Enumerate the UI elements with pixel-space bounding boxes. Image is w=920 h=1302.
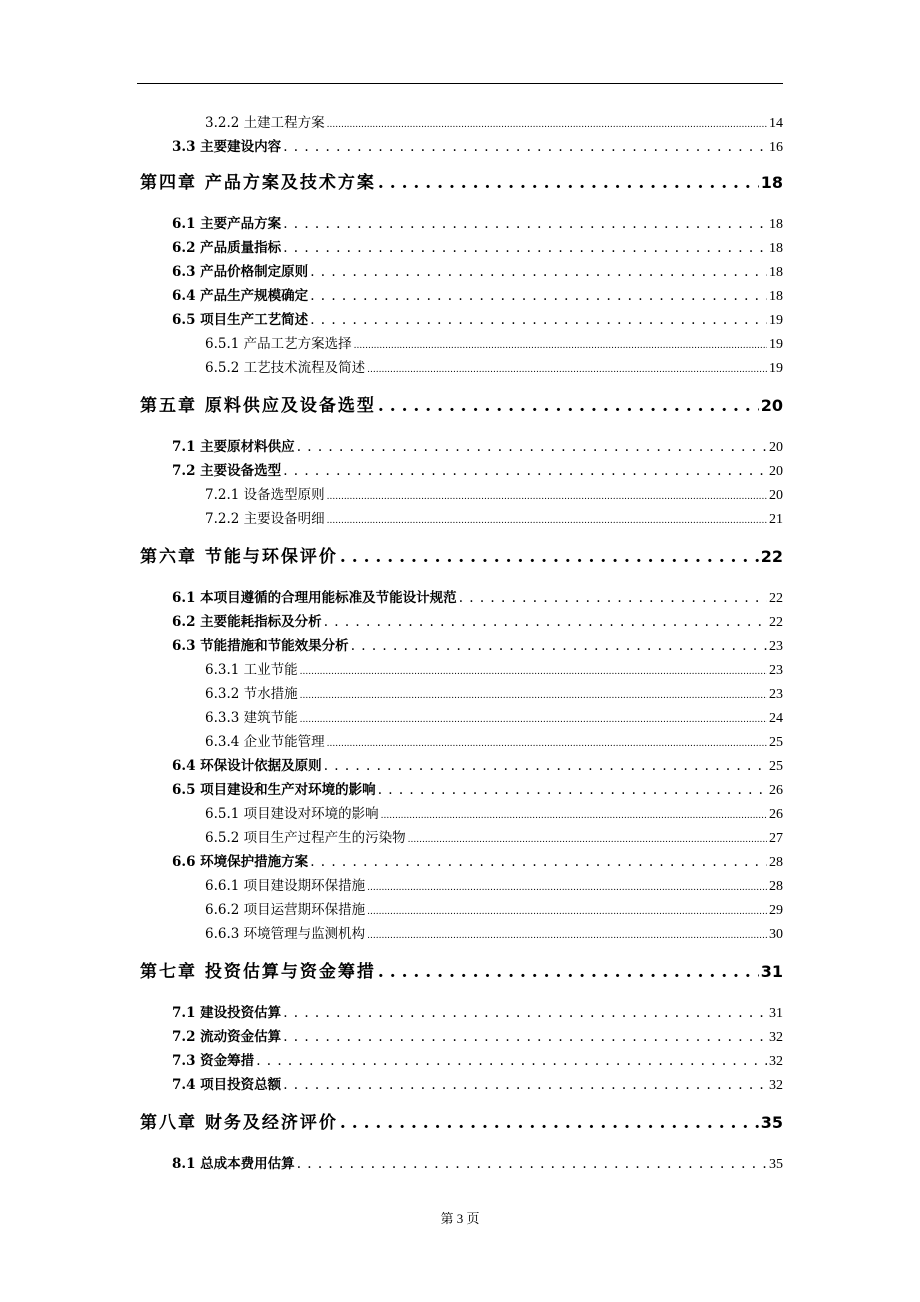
dot-leader [340, 1115, 759, 1132]
toc-entry-page-number: 24 [769, 711, 783, 726]
toc-section-row[interactable] [172, 465, 783, 479]
dot-leader [459, 592, 767, 606]
toc-entry-title: 第五章 原料供应及设备选型 [140, 396, 376, 416]
dot-leader [256, 1055, 767, 1069]
toc-entry-page-number: 16 [769, 140, 783, 155]
toc-entry-page-number: 19 [769, 313, 783, 328]
dot-leader [310, 290, 767, 304]
toc-entry-page-number: 14 [769, 116, 783, 131]
toc-section-row[interactable] [172, 141, 783, 155]
toc-entry-page-number: 32 [769, 1054, 783, 1069]
dot-leader [300, 688, 767, 702]
dot-leader [327, 513, 767, 527]
toc-entry-title: 6.3.3 建筑节能 [205, 710, 298, 726]
toc-entry-page-number: 25 [769, 759, 783, 774]
toc-entry-page-number: 20 [769, 440, 783, 455]
toc-section-row[interactable] [172, 592, 783, 606]
toc-entry-page-number: 19 [769, 361, 783, 376]
toc-entry-page-number: 22 [760, 547, 783, 566]
toc-entry-page-number: 29 [769, 903, 783, 918]
toc-entry-title: 7.2 主要设备选型 [172, 463, 282, 479]
toc-subsection-row[interactable] [205, 736, 783, 750]
dot-leader [283, 218, 767, 232]
toc-entry-page-number: 18 [760, 173, 783, 192]
toc-entry-page-number: 25 [769, 735, 783, 750]
toc-entry-page-number: 26 [769, 783, 783, 798]
dot-leader [381, 808, 767, 822]
toc-entry-page-number: 21 [769, 512, 783, 527]
toc-entry-page-number: 32 [769, 1030, 783, 1045]
toc-entry-title: 6.5 项目生产工艺简述 [172, 312, 309, 328]
toc-entry-title: 6.4 产品生产规模确定 [172, 288, 309, 304]
toc-subsection-row[interactable] [205, 904, 783, 918]
toc-entry-title: 第七章 投资估算与资金筹措 [140, 962, 376, 982]
toc-entry-title: 3.3 主要建设内容 [172, 139, 282, 155]
toc-entry-title: 7.3 资金筹措 [172, 1053, 255, 1069]
dot-leader [283, 1031, 767, 1045]
toc-chapter-row[interactable] [140, 549, 783, 566]
dot-leader [327, 489, 767, 503]
toc-subsection-row[interactable] [205, 880, 783, 894]
toc-entry-page-number: 18 [769, 217, 783, 232]
toc-entry-page-number: 18 [769, 241, 783, 256]
toc-section-row[interactable] [172, 314, 783, 328]
toc-entry-page-number: 20 [760, 396, 783, 415]
toc-entry-page-number: 31 [769, 1006, 783, 1021]
toc-chapter-row[interactable] [140, 175, 783, 192]
dot-leader [340, 549, 759, 566]
toc-section-row[interactable] [172, 1007, 783, 1021]
toc-section-row[interactable] [172, 266, 783, 280]
toc-section-row[interactable] [172, 218, 783, 232]
dot-leader [367, 880, 767, 894]
dot-leader [367, 928, 767, 942]
toc-subsection-row[interactable] [205, 808, 783, 822]
toc-entry-title: 7.4 项目投资总额 [172, 1077, 282, 1093]
toc-entry-title: 6.3 产品价格制定原则 [172, 264, 309, 280]
toc-section-row[interactable] [172, 1055, 783, 1069]
toc-entry-title: 第八章 财务及经济评价 [140, 1113, 338, 1133]
toc-entry-page-number: 23 [769, 687, 783, 702]
toc-entry-title: 6.5 项目建设和生产对环境的影响 [172, 782, 376, 798]
toc-section-row[interactable] [172, 616, 783, 630]
toc-section-row[interactable] [172, 784, 783, 798]
toc-subsection-row[interactable] [205, 688, 783, 702]
dot-leader [367, 904, 767, 918]
dot-leader [378, 398, 759, 415]
dot-leader [327, 736, 767, 750]
toc-section-row[interactable] [172, 242, 783, 256]
dot-leader [324, 616, 767, 630]
toc-entry-title: 8.1 总成本费用估算 [172, 1156, 295, 1172]
toc-entry-title: 第四章 产品方案及技术方案 [140, 173, 376, 193]
toc-entry-page-number: 31 [760, 962, 783, 981]
toc-entry-title: 6.2 产品质量指标 [172, 240, 282, 256]
toc-entry-page-number: 35 [760, 1113, 783, 1132]
toc-entry-page-number: 20 [769, 464, 783, 479]
dot-leader [327, 117, 767, 131]
toc-entry-title: 6.3.4 企业节能管理 [205, 734, 325, 750]
toc-chapter-row[interactable] [140, 964, 783, 981]
toc-entry-page-number: 30 [769, 927, 783, 942]
dot-leader [378, 784, 767, 798]
toc-entry-title: 7.1 主要原材料供应 [172, 439, 295, 455]
toc-subsection-row[interactable] [205, 928, 783, 942]
toc-entry-title: 6.3 节能措施和节能效果分析 [172, 638, 349, 654]
toc-entry-title: 6.3.1 工业节能 [205, 662, 298, 678]
dot-leader [297, 441, 767, 455]
toc-entry-page-number: 20 [769, 488, 783, 503]
toc-entry-title: 7.2.1 设备选型原则 [205, 487, 325, 503]
toc-subsection-row[interactable] [205, 832, 783, 846]
toc-entry-page-number: 23 [769, 639, 783, 654]
dot-leader [297, 1158, 767, 1172]
toc-section-row[interactable] [172, 290, 783, 304]
toc-section-row[interactable] [172, 1079, 783, 1093]
toc-entry-title: 6.5.1 项目建设对环境的影响 [205, 806, 379, 822]
toc-entry-title: 第六章 节能与环保评价 [140, 547, 338, 567]
toc-entry-title: 6.5.1 产品工艺方案选择 [205, 336, 352, 352]
toc-subsection-row[interactable] [205, 338, 783, 352]
toc-subsection-row[interactable] [205, 362, 783, 376]
toc-entry-page-number: 19 [769, 337, 783, 352]
toc-entry-page-number: 22 [769, 591, 783, 606]
toc-entry-title: 6.1 本项目遵循的合理用能标准及节能设计规范 [172, 590, 457, 606]
toc-entry-title: 6.5.2 项目生产过程产生的污染物 [205, 830, 406, 846]
toc-entry-title: 6.6.1 项目建设期环保措施 [205, 878, 366, 894]
toc-entry-title: 6.2 主要能耗指标及分析 [172, 614, 322, 630]
toc-subsection-row[interactable] [205, 489, 783, 503]
toc-section-row[interactable] [172, 441, 783, 455]
dot-leader [367, 362, 767, 376]
dot-leader [351, 640, 767, 654]
toc-entry-page-number: 23 [769, 663, 783, 678]
dot-leader [283, 1079, 767, 1093]
toc-entry-page-number: 26 [769, 807, 783, 822]
toc-section-row[interactable] [172, 1158, 783, 1172]
toc-section-row[interactable] [172, 640, 783, 654]
page-number-footer: 第 3 页 [440, 1211, 480, 1226]
toc-subsection-row[interactable] [205, 664, 783, 678]
dot-leader [310, 314, 767, 328]
toc-entry-page-number: 18 [769, 289, 783, 304]
toc-entry-page-number: 28 [769, 855, 783, 870]
dot-leader [283, 242, 767, 256]
dot-leader [408, 832, 767, 846]
toc-entry-page-number: 22 [769, 615, 783, 630]
toc-entry-page-number: 18 [769, 265, 783, 280]
dot-leader [354, 338, 767, 352]
toc-entry-title: 6.4 环保设计依据及原则 [172, 758, 322, 774]
toc-entry-title: 7.1 建设投资估算 [172, 1005, 282, 1021]
dot-leader [283, 1007, 767, 1021]
dot-leader [310, 856, 767, 870]
dot-leader [283, 141, 767, 155]
toc-subsection-row[interactable] [205, 513, 783, 527]
toc-entry-title: 6.6.2 项目运营期环保措施 [205, 902, 366, 918]
toc-chapter-row[interactable] [140, 1115, 783, 1132]
dot-leader [378, 964, 759, 981]
dot-leader [310, 266, 767, 280]
toc-entry-title: 6.3.2 节水措施 [205, 686, 298, 702]
toc-subsection-row[interactable] [205, 712, 783, 726]
toc-entry-title: 6.6.3 环境管理与监测机构 [205, 926, 366, 942]
toc-subsection-row[interactable] [205, 117, 783, 131]
toc-section-row[interactable] [172, 1031, 783, 1045]
toc-entry-title: 6.5.2 工艺技术流程及简述 [205, 360, 366, 376]
dot-leader [324, 760, 767, 774]
toc-entry-page-number: 28 [769, 879, 783, 894]
toc-entry-page-number: 35 [769, 1157, 783, 1172]
dot-leader [300, 712, 767, 726]
toc-entry-title: 6.1 主要产品方案 [172, 216, 282, 232]
toc-entry-page-number: 27 [769, 831, 783, 846]
toc-section-row[interactable] [172, 856, 783, 870]
toc-entry-title: 7.2.2 主要设备明细 [205, 511, 325, 527]
dot-leader [378, 175, 759, 192]
toc-section-row[interactable] [172, 760, 783, 774]
toc-entry-page-number: 32 [769, 1078, 783, 1093]
dot-leader [283, 465, 767, 479]
dot-leader [300, 664, 767, 678]
toc-entry-title: 6.6 环境保护措施方案 [172, 854, 309, 870]
toc-entry-title: 7.2 流动资金估算 [172, 1029, 282, 1045]
toc-chapter-row[interactable] [140, 398, 783, 415]
toc-entry-title: 3.2.2 土建工程方案 [205, 115, 325, 131]
